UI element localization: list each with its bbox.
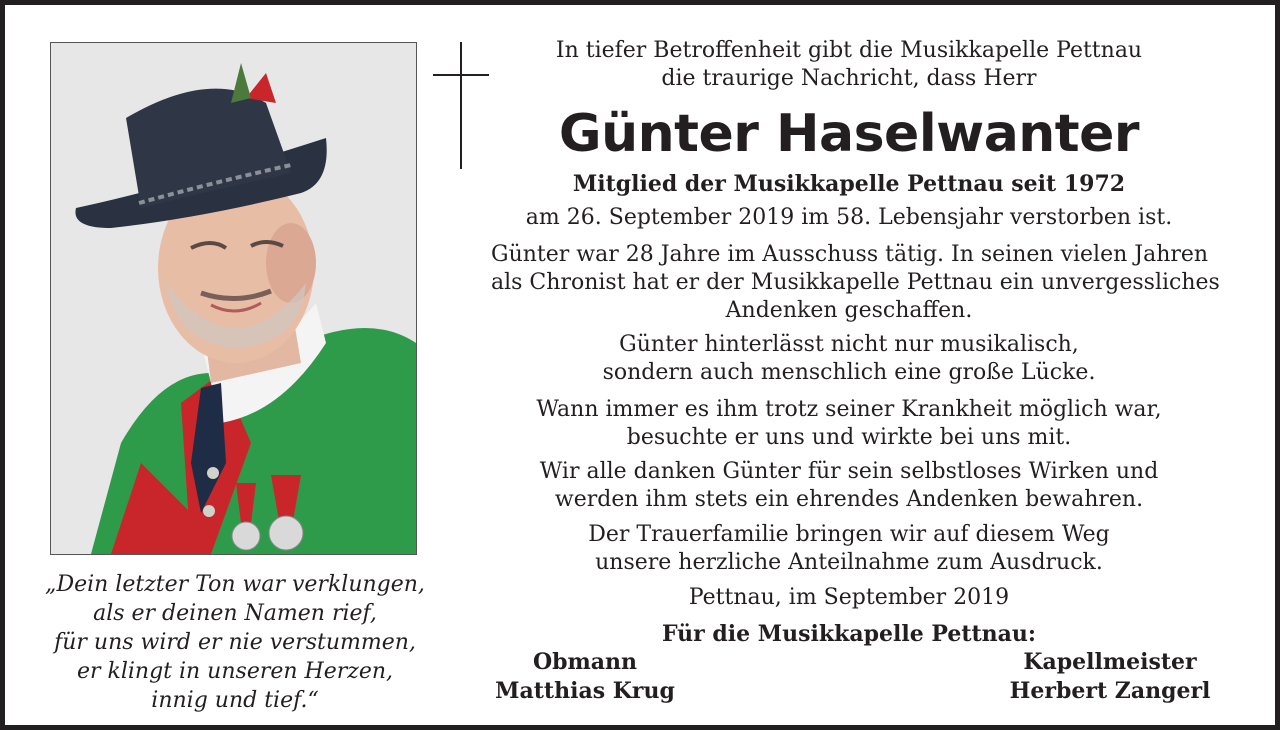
intro-line: In tiefer Betroffenheit gibt die Musikkapelle Pettnau (555, 38, 1143, 63)
paragraph-line: Günter war 28 Jahre im Ausschuss tätig. In seinen vielen Jahren (491, 242, 1209, 267)
place-date: Pettnau, im September 2019 (688, 585, 1010, 610)
intro-text (491, 37, 1207, 93)
signatory-role: Obmann (532, 649, 638, 675)
deceased-name: Günter Haselwanter (558, 104, 1140, 164)
quote-line: für uns wird er nie verstummen, (54, 630, 416, 655)
signoff-line: Für die Musikkapelle Pettnau: (661, 621, 1037, 647)
paragraph (491, 241, 1220, 325)
signatory-name: Matthias Krug (495, 678, 675, 704)
paragraph-line: sondern auch menschlich eine große Lücke. (602, 360, 1096, 385)
paragraph-line: Wann immer es ihm trotz seiner Krankheit möglich war, (536, 397, 1162, 422)
cross-symbol (433, 42, 489, 169)
signatory-role: Kapellmeister (1023, 649, 1197, 675)
paragraph-line: Der Trauerfamilie bringen wir auf diesem Weg (588, 522, 1110, 547)
paragraph-line: Andenken geschaffen. (725, 298, 973, 323)
signatory-left (485, 648, 685, 706)
death-line: am 26. September 2019 im 58. Lebensjahr verstorben ist. (525, 205, 1173, 230)
paragraph (491, 331, 1207, 387)
quote-line: „Dein letzter Ton war verklungen, (45, 572, 425, 597)
paragraph-line: Günter hinterlässt nicht nur musikalisch, (619, 332, 1079, 357)
paragraph (491, 396, 1207, 452)
memorial-quote (35, 570, 435, 715)
paragraph (491, 458, 1207, 514)
quote-line: er klingt in unseren Herzen, (76, 659, 394, 684)
signatory-right (1005, 648, 1215, 706)
paragraph-line: Wir alle danken Günter für sein selbstloses Wirken und (539, 459, 1159, 484)
paragraph-line: unsere herzliche Anteilnahme zum Ausdruck. (595, 550, 1103, 575)
paragraph-line: besuchte er uns und wirkte bei uns mit. (626, 425, 1072, 450)
quote-line: innig und tief.“ (151, 688, 319, 713)
signatory-name: Herbert Zangerl (1009, 678, 1211, 704)
paragraph-line: als Chronist hat er der Musikkapelle Pettnau ein unvergessliches (491, 270, 1220, 295)
paragraph (491, 521, 1207, 577)
intro-line: die traurige Nachricht, dass Herr (661, 66, 1037, 91)
paragraph-line: werden ihm stets ein ehrendes Andenken bewahren. (554, 487, 1144, 512)
membership-line: Mitglied der Musikkapelle Pettnau seit 1972 (572, 171, 1126, 197)
portrait-photo (50, 42, 417, 555)
quote-line: als er deinen Namen rief, (93, 601, 377, 626)
